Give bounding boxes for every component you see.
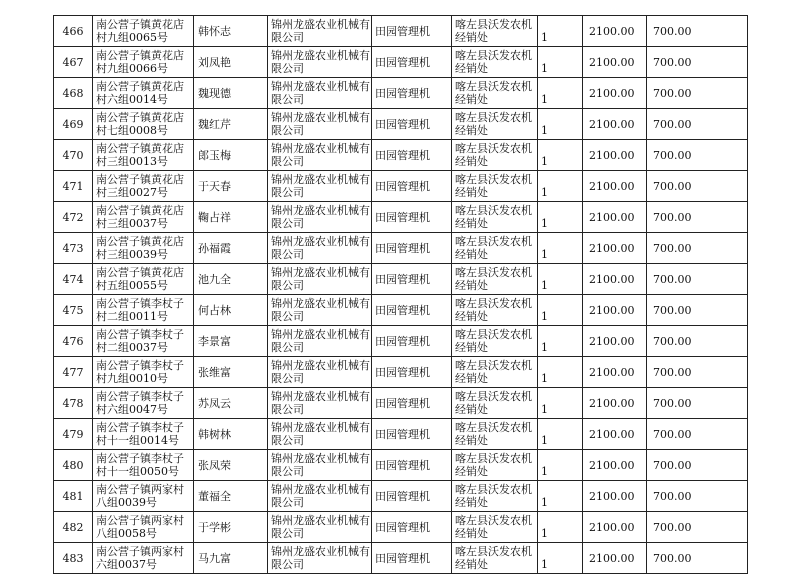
price-cell: 2100.00 [583, 481, 647, 512]
price-cell: 2100.00 [583, 47, 647, 78]
subsidy-cell: 700.00 [647, 295, 748, 326]
row-number: 475 [54, 295, 93, 326]
quantity-cell: 1 [538, 512, 583, 543]
address-cell: 南公营子镇黄花店村五组0055号 [93, 264, 194, 295]
row-number: 476 [54, 326, 93, 357]
machine-cell: 田园管理机 [372, 109, 452, 140]
address-cell: 南公营子镇两家村八组0039号 [93, 481, 194, 512]
name-cell: 董福全 [194, 481, 268, 512]
name-cell: 苏凤云 [194, 388, 268, 419]
subsidy-cell: 700.00 [647, 264, 748, 295]
machine-cell: 田园管理机 [372, 202, 452, 233]
name-cell: 韩怀志 [194, 16, 268, 47]
quantity-cell: 1 [538, 295, 583, 326]
row-number: 482 [54, 512, 93, 543]
table-body [54, 16, 748, 574]
machine-cell: 田园管理机 [372, 47, 452, 78]
table-row [54, 202, 748, 233]
dealer-cell: 喀左县沃发农机经销处 [452, 481, 538, 512]
row-number: 473 [54, 233, 93, 264]
subsidy-cell: 700.00 [647, 326, 748, 357]
dealer-cell: 喀左县沃发农机经销处 [452, 450, 538, 481]
manufacturer-cell: 锦州龙盛农业机械有限公司 [268, 233, 372, 264]
name-cell: 刘凤艳 [194, 47, 268, 78]
quantity-cell: 1 [538, 171, 583, 202]
subsidy-cell: 700.00 [647, 388, 748, 419]
price-cell: 2100.00 [583, 140, 647, 171]
quantity-cell: 1 [538, 109, 583, 140]
manufacturer-cell: 锦州龙盛农业机械有限公司 [268, 388, 372, 419]
name-cell: 李景富 [194, 326, 268, 357]
subsidy-cell: 700.00 [647, 481, 748, 512]
subsidy-cell: 700.00 [647, 450, 748, 481]
name-cell: 魏现德 [194, 78, 268, 109]
row-number: 477 [54, 357, 93, 388]
quantity-cell: 1 [538, 202, 583, 233]
subsidy-cell: 700.00 [647, 512, 748, 543]
address-cell: 南公营子镇黄花店村三组0039号 [93, 233, 194, 264]
price-cell: 2100.00 [583, 109, 647, 140]
quantity-cell: 1 [538, 481, 583, 512]
manufacturer-cell: 锦州龙盛农业机械有限公司 [268, 357, 372, 388]
machine-cell: 田园管理机 [372, 233, 452, 264]
row-number: 472 [54, 202, 93, 233]
row-number: 471 [54, 171, 93, 202]
name-cell: 于学彬 [194, 512, 268, 543]
price-cell: 2100.00 [583, 78, 647, 109]
machine-cell: 田园管理机 [372, 512, 452, 543]
quantity-cell: 1 [538, 419, 583, 450]
quantity-cell: 1 [538, 357, 583, 388]
row-number: 481 [54, 481, 93, 512]
price-cell: 2100.00 [583, 202, 647, 233]
dealer-cell: 喀左县沃发农机经销处 [452, 171, 538, 202]
manufacturer-cell: 锦州龙盛农业机械有限公司 [268, 140, 372, 171]
price-cell: 2100.00 [583, 171, 647, 202]
dealer-cell: 喀左县沃发农机经销处 [452, 512, 538, 543]
machine-cell: 田园管理机 [372, 419, 452, 450]
address-cell: 南公营子镇李杖子村二组0011号 [93, 295, 194, 326]
dealer-cell: 喀左县沃发农机经销处 [452, 109, 538, 140]
quantity-cell: 1 [538, 543, 583, 574]
address-cell: 南公营子镇黄花店村三组0027号 [93, 171, 194, 202]
table-row [54, 171, 748, 202]
dealer-cell: 喀左县沃发农机经销处 [452, 543, 538, 574]
address-cell: 南公营子镇黄花店村六组0014号 [93, 78, 194, 109]
address-cell: 南公营子镇黄花店村七组0008号 [93, 109, 194, 140]
dealer-cell: 喀左县沃发农机经销处 [452, 47, 538, 78]
price-cell: 2100.00 [583, 233, 647, 264]
quantity-cell: 1 [538, 326, 583, 357]
address-cell: 南公营子镇黄花店村九组0065号 [93, 16, 194, 47]
manufacturer-cell: 锦州龙盛农业机械有限公司 [268, 295, 372, 326]
name-cell: 于天春 [194, 171, 268, 202]
machine-cell: 田园管理机 [372, 481, 452, 512]
address-cell: 南公营子镇黄花店村九组0066号 [93, 47, 194, 78]
dealer-cell: 喀左县沃发农机经销处 [452, 419, 538, 450]
price-cell: 2100.00 [583, 388, 647, 419]
name-cell: 何占林 [194, 295, 268, 326]
manufacturer-cell: 锦州龙盛农业机械有限公司 [268, 202, 372, 233]
manufacturer-cell: 锦州龙盛农业机械有限公司 [268, 543, 372, 574]
manufacturer-cell: 锦州龙盛农业机械有限公司 [268, 78, 372, 109]
machine-cell: 田园管理机 [372, 16, 452, 47]
machine-cell: 田园管理机 [372, 140, 452, 171]
quantity-cell: 1 [538, 140, 583, 171]
manufacturer-cell: 锦州龙盛农业机械有限公司 [268, 47, 372, 78]
manufacturer-cell: 锦州龙盛农业机械有限公司 [268, 171, 372, 202]
dealer-cell: 喀左县沃发农机经销处 [452, 357, 538, 388]
quantity-cell: 1 [538, 233, 583, 264]
name-cell: 池九全 [194, 264, 268, 295]
subsidy-cell: 700.00 [647, 419, 748, 450]
name-cell: 郎玉梅 [194, 140, 268, 171]
table-row [54, 295, 748, 326]
quantity-cell: 1 [538, 264, 583, 295]
row-number: 469 [54, 109, 93, 140]
price-cell: 2100.00 [583, 512, 647, 543]
name-cell: 张维富 [194, 357, 268, 388]
name-cell: 魏红芹 [194, 109, 268, 140]
subsidy-cell: 700.00 [647, 78, 748, 109]
price-cell: 2100.00 [583, 295, 647, 326]
dealer-cell: 喀左县沃发农机经销处 [452, 140, 538, 171]
price-cell: 2100.00 [583, 264, 647, 295]
quantity-cell: 1 [538, 47, 583, 78]
row-number: 467 [54, 47, 93, 78]
table-row [54, 47, 748, 78]
manufacturer-cell: 锦州龙盛农业机械有限公司 [268, 16, 372, 47]
name-cell: 孙福霞 [194, 233, 268, 264]
quantity-cell: 1 [538, 388, 583, 419]
machine-cell: 田园管理机 [372, 295, 452, 326]
manufacturer-cell: 锦州龙盛农业机械有限公司 [268, 326, 372, 357]
subsidy-cell: 700.00 [647, 202, 748, 233]
row-number: 479 [54, 419, 93, 450]
machine-cell: 田园管理机 [372, 171, 452, 202]
name-cell: 韩树林 [194, 419, 268, 450]
quantity-cell: 1 [538, 78, 583, 109]
subsidy-cell: 700.00 [647, 47, 748, 78]
table-row [54, 140, 748, 171]
machine-cell: 田园管理机 [372, 388, 452, 419]
address-cell: 南公营子镇李杖子村六组0047号 [93, 388, 194, 419]
machine-cell: 田园管理机 [372, 264, 452, 295]
dealer-cell: 喀左县沃发农机经销处 [452, 202, 538, 233]
row-number: 466 [54, 16, 93, 47]
dealer-cell: 喀左县沃发农机经销处 [452, 295, 538, 326]
subsidy-cell: 700.00 [647, 140, 748, 171]
table-row [54, 512, 748, 543]
address-cell: 南公营子镇李杖子村九组0010号 [93, 357, 194, 388]
name-cell: 鞠占祥 [194, 202, 268, 233]
address-cell: 南公营子镇李杖子村十一组0050号 [93, 450, 194, 481]
table-row [54, 419, 748, 450]
row-number: 470 [54, 140, 93, 171]
price-cell: 2100.00 [583, 326, 647, 357]
subsidy-cell: 700.00 [647, 357, 748, 388]
subsidy-cell: 700.00 [647, 543, 748, 574]
address-cell: 南公营子镇李杖子村二组0037号 [93, 326, 194, 357]
table-row [54, 326, 748, 357]
machine-cell: 田园管理机 [372, 326, 452, 357]
table-row [54, 109, 748, 140]
dealer-cell: 喀左县沃发农机经销处 [452, 264, 538, 295]
row-number: 480 [54, 450, 93, 481]
subsidy-cell: 700.00 [647, 171, 748, 202]
quantity-cell: 1 [538, 450, 583, 481]
dealer-cell: 喀左县沃发农机经销处 [452, 16, 538, 47]
table-row [54, 357, 748, 388]
price-cell: 2100.00 [583, 419, 647, 450]
table-row [54, 16, 748, 47]
row-number: 478 [54, 388, 93, 419]
row-number: 483 [54, 543, 93, 574]
price-cell: 2100.00 [583, 450, 647, 481]
price-cell: 2100.00 [583, 16, 647, 47]
price-cell: 2100.00 [583, 543, 647, 574]
subsidy-cell: 700.00 [647, 16, 748, 47]
machine-cell: 田园管理机 [372, 450, 452, 481]
table-row [54, 481, 748, 512]
machine-cell: 田园管理机 [372, 357, 452, 388]
price-cell: 2100.00 [583, 357, 647, 388]
subsidy-cell: 700.00 [647, 233, 748, 264]
manufacturer-cell: 锦州龙盛农业机械有限公司 [268, 264, 372, 295]
address-cell: 南公营子镇黄花店村三组0037号 [93, 202, 194, 233]
dealer-cell: 喀左县沃发农机经销处 [452, 326, 538, 357]
table-row [54, 78, 748, 109]
machine-cell: 田园管理机 [372, 78, 452, 109]
manufacturer-cell: 锦州龙盛农业机械有限公司 [268, 109, 372, 140]
table-row [54, 233, 748, 264]
manufacturer-cell: 锦州龙盛农业机械有限公司 [268, 419, 372, 450]
row-number: 474 [54, 264, 93, 295]
address-cell: 南公营子镇两家村六组0037号 [93, 543, 194, 574]
manufacturer-cell: 锦州龙盛农业机械有限公司 [268, 450, 372, 481]
quantity-cell: 1 [538, 16, 583, 47]
dealer-cell: 喀左县沃发农机经销处 [452, 233, 538, 264]
address-cell: 南公营子镇两家村八组0058号 [93, 512, 194, 543]
row-number: 468 [54, 78, 93, 109]
manufacturer-cell: 锦州龙盛农业机械有限公司 [268, 512, 372, 543]
table-row [54, 450, 748, 481]
machine-cell: 田园管理机 [372, 543, 452, 574]
table-row [54, 388, 748, 419]
dealer-cell: 喀左县沃发农机经销处 [452, 78, 538, 109]
address-cell: 南公营子镇李杖子村十一组0014号 [93, 419, 194, 450]
table-row [54, 264, 748, 295]
manufacturer-cell: 锦州龙盛农业机械有限公司 [268, 481, 372, 512]
dealer-cell: 喀左县沃发农机经销处 [452, 388, 538, 419]
subsidy-table [53, 15, 748, 574]
name-cell: 马九富 [194, 543, 268, 574]
address-cell: 南公营子镇黄花店村三组0013号 [93, 140, 194, 171]
subsidy-cell: 700.00 [647, 109, 748, 140]
name-cell: 张凤荣 [194, 450, 268, 481]
table-row [54, 543, 748, 574]
